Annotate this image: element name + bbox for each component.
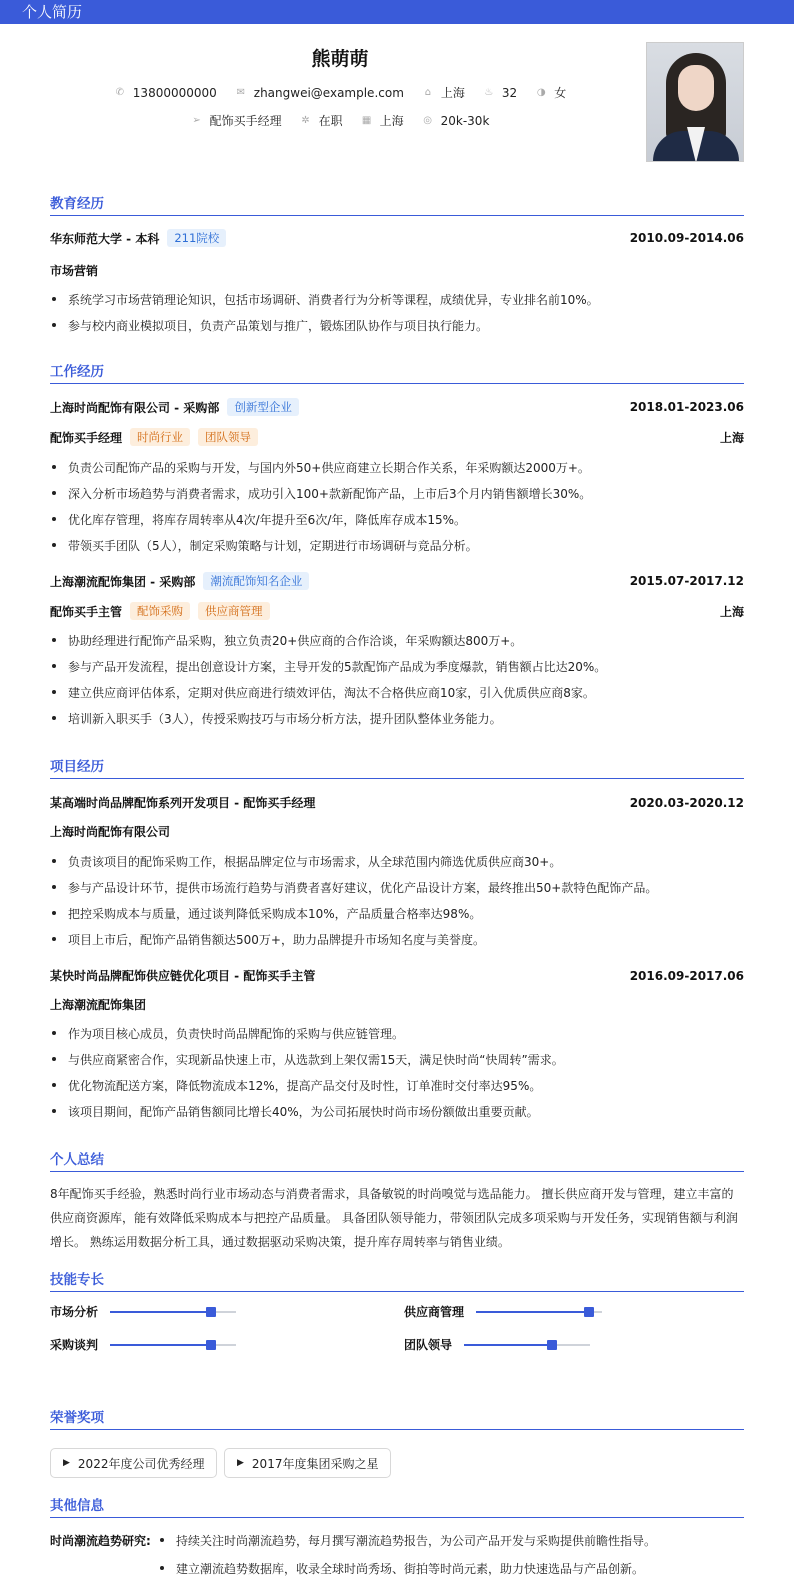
education-date: 2010.09-2014.06 (629, 231, 744, 245)
list-item: 建立供应商评估体系，定期对供应商进行绩效评估，淘汰不合格供应商10家，引入优质供应商8家。 (50, 684, 744, 701)
job-intent-row (0, 112, 680, 129)
salary-value: 20k-30k (440, 113, 490, 128)
section-title-education: 教育经历 (50, 192, 744, 216)
skill-item (404, 1303, 602, 1320)
contact-row (0, 84, 680, 101)
award-chip[interactable] (224, 1448, 391, 1478)
work-company-row (50, 398, 744, 416)
mail-icon: ✉ (236, 87, 245, 98)
skill-level-marker (584, 1307, 594, 1317)
role-tag: 供应商管理 (198, 602, 270, 620)
award-chip[interactable] (50, 1448, 217, 1478)
project-title: 某快时尚品牌配饰供应链优化项目 - 配饰买手主管 (50, 969, 316, 983)
skill-item (404, 1336, 590, 1353)
project-title-row (50, 794, 744, 811)
skill-level-marker (206, 1340, 216, 1350)
work-date: 2018.01-2023.06 (629, 400, 744, 414)
list-item: 系统学习市场营销理论知识，包括市场调研、消费者行为分析等课程，成绩优异，专业排名前10%。 (50, 291, 744, 308)
company-name: 上海潮流配饰集团 - 采购部 (50, 574, 196, 589)
candidate-name: 熊萌萌 (311, 48, 369, 70)
other-label: 时尚潮流趋势研究: (50, 1534, 151, 1548)
building-icon: ▦ (361, 115, 372, 126)
work-role-row (50, 428, 744, 446)
section-title-projects: 项目经历 (50, 755, 744, 779)
skill-item (50, 1303, 236, 1320)
list-item: 建立潮流趋势数据库，收录全球时尚秀场、街拍等时尚元素，助力快速选品与产品创新。 (158, 1560, 744, 1577)
list-item: 负责公司配饰产品的采购与开发，与国内外50+供应商建立长期合作关系，年采购额达2000万+。 (50, 459, 744, 476)
project-org-row (50, 823, 744, 840)
skill-item (50, 1336, 236, 1353)
award-label: 2017年度集团采购之星 (251, 1456, 379, 1471)
send-icon: ➢ (192, 115, 201, 126)
cake-icon: ♨ (484, 87, 494, 98)
city-item (422, 84, 465, 101)
section-title-skills: 技能专长 (50, 1268, 744, 1292)
list-item: 优化库存管理，将库存周转率从4次/年提升至6次/年，降低库存成本15%。 (50, 511, 744, 528)
home-icon: ⌂ (424, 87, 432, 98)
skill-bar (110, 1311, 236, 1313)
skill-bar (110, 1344, 236, 1346)
section-title-summary: 个人总结 (50, 1148, 744, 1172)
skill-name: 市场分析 (50, 1305, 99, 1319)
summary-line: 增长。 熟练运用数据分析工具，通过数据驱动采购决策，提升库存周转率与销售业绩。 (50, 1235, 510, 1249)
phone-icon: ✆ (115, 87, 124, 98)
age-value: 32 (501, 85, 518, 100)
list-item: 参与产品设计环节，提供市场流行趋势与消费者喜好建议，优化产品设计方案，最终推出50+款特色配饰产品。 (50, 879, 744, 896)
email-value: zhangwei@example.com (253, 85, 404, 100)
project-org: 上海潮流配饰集团 (50, 998, 147, 1012)
project-date: 2020.03-2020.12 (629, 795, 744, 810)
role-tag: 配饰采购 (130, 602, 190, 620)
city-value: 上海 (440, 86, 465, 100)
company-tag: 潮流配饰知名企业 (203, 572, 309, 590)
money-icon: ◎ (423, 115, 432, 126)
work-company-row (50, 572, 744, 590)
summary-line: 8年配饰买手经验，熟悉时尚行业市场动态与消费者需求，具备敏锐的时尚嗅觉与选品能力。 擅长供应商开发与管理，建立丰富的 (50, 1187, 734, 1201)
list-item: 持续关注时尚潮流趋势，每月撰写潮流趋势报告，为公司产品开发与采购提供前瞻性指导。 (158, 1532, 744, 1549)
work-location: 上海 (719, 604, 744, 619)
major-row (50, 262, 744, 279)
gender-icon: ◑ (536, 87, 546, 98)
skill-name: 团队领导 (404, 1338, 453, 1352)
work-location: 上海 (719, 430, 744, 445)
project-org-row (50, 996, 744, 1013)
list-item: 负责该项目的配饰采购工作，根据品牌定位与市场需求，从全球范围内筛选优质供应商30+。 (50, 853, 744, 870)
title-bar (0, 0, 794, 24)
role-tag: 团队领导 (198, 428, 258, 446)
salary-item (422, 114, 490, 128)
role-title: 配饰买手主管 (50, 604, 123, 619)
summary-line: 供应商资源库，能有效降低采购成本与把控产品质量。 具备团队领导能力，带领团队完成多项采购与开发任务，实现销售额与利润 (50, 1211, 738, 1225)
education-row (50, 229, 744, 247)
award-label: 2022年度公司优秀经理 (77, 1456, 205, 1471)
list-item: 深入分析市场趋势与消费者需求，成功引入100+款新配饰产品，上市后3个月内销售额增长30%。 (50, 485, 744, 502)
play-icon: ▶ (63, 1458, 70, 1468)
position-item (191, 112, 282, 129)
position-value: 配饰买手经理 (209, 114, 282, 128)
window-title: 个人简历 (22, 3, 83, 21)
work-city-value: 上海 (379, 114, 404, 128)
skill-name: 采购谈判 (50, 1338, 99, 1352)
skill-bar (464, 1344, 590, 1346)
role-title: 配饰买手经理 (50, 430, 123, 445)
profile-photo (646, 42, 744, 162)
skill-name: 供应商管理 (404, 1305, 465, 1319)
skill-bar (476, 1311, 602, 1313)
work-role-row (50, 602, 744, 620)
section-title-awards: 荣誉奖项 (50, 1406, 744, 1430)
status-item (300, 112, 343, 129)
project-org: 上海时尚配饰有限公司 (50, 825, 171, 839)
school-tag: 211院校 (167, 229, 226, 247)
list-item: 与供应商紧密合作，实现新品快速上市，从选款到上架仅需15天，满足快时尚“快周转”需求。 (50, 1051, 744, 1068)
phone-value: 13800000000 (132, 85, 217, 100)
list-item: 把控采购成本与质量，通过谈判降低采购成本10%，产品质量合格率达98%。 (50, 905, 744, 922)
work-city-item (361, 112, 404, 129)
company-name: 上海时尚配饰有限公司 - 采购部 (50, 400, 220, 415)
phone-item (114, 86, 217, 100)
status-value: 在职 (318, 114, 343, 128)
list-item: 该项目期间，配饰产品销售额同比增长40%，为公司拓展快时尚市场份额做出重要贡献。 (50, 1103, 744, 1120)
project-title-row (50, 967, 744, 984)
list-item: 参与产品开发流程，提出创意设计方案，主导开发的5款配饰产品成为季度爆款，销售额占比达20%。 (50, 658, 744, 675)
play-icon: ▶ (237, 1458, 244, 1468)
section-title-work: 工作经历 (50, 360, 744, 384)
gender-item (535, 84, 566, 101)
school-name: 华东师范大学 - 本科 (50, 231, 160, 246)
profile-header (0, 40, 794, 170)
project-title: 某高端时尚品牌配饰系列开发项目 - 配饰买手经理 (50, 796, 316, 810)
project-date: 2016.09-2017.06 (629, 968, 744, 983)
skill-level-marker (206, 1307, 216, 1317)
list-item: 作为项目核心成员，负责快时尚品牌配饰的采购与供应链管理。 (50, 1025, 744, 1042)
status-icon: ✲ (301, 115, 310, 126)
gender-value: 女 (554, 86, 567, 100)
summary-text (50, 1182, 744, 1254)
skill-level-marker (547, 1340, 557, 1350)
company-tag: 创新型企业 (227, 398, 299, 416)
list-item: 优化物流配送方案，降低物流成本12%，提高产品交付及时性，订单准时交付率达95%。 (50, 1077, 744, 1094)
list-item: 参与校内商业模拟项目，负责产品策划与推广，锻炼团队协作与项目执行能力。 (50, 317, 744, 334)
email-item (235, 86, 404, 100)
list-item: 协助经理进行配饰产品采购，独立负责20+供应商的合作洽谈，年采购额达800万+。 (50, 632, 744, 649)
role-tag: 时尚行业 (130, 428, 190, 446)
list-item: 带领买手团队（5人），制定采购策略与计划，定期进行市场调研与竞品分析。 (50, 537, 744, 554)
work-date: 2015.07-2017.12 (629, 574, 744, 588)
major: 市场营销 (50, 264, 99, 278)
list-item: 项目上市后，配饰产品销售额达500万+，助力品牌提升市场知名度与美誉度。 (50, 931, 744, 948)
age-item (483, 86, 517, 100)
list-item: 培训新入职买手（3人），传授采购技巧与市场分析方法，提升团队整体业务能力。 (50, 710, 744, 727)
section-title-other: 其他信息 (50, 1494, 744, 1518)
